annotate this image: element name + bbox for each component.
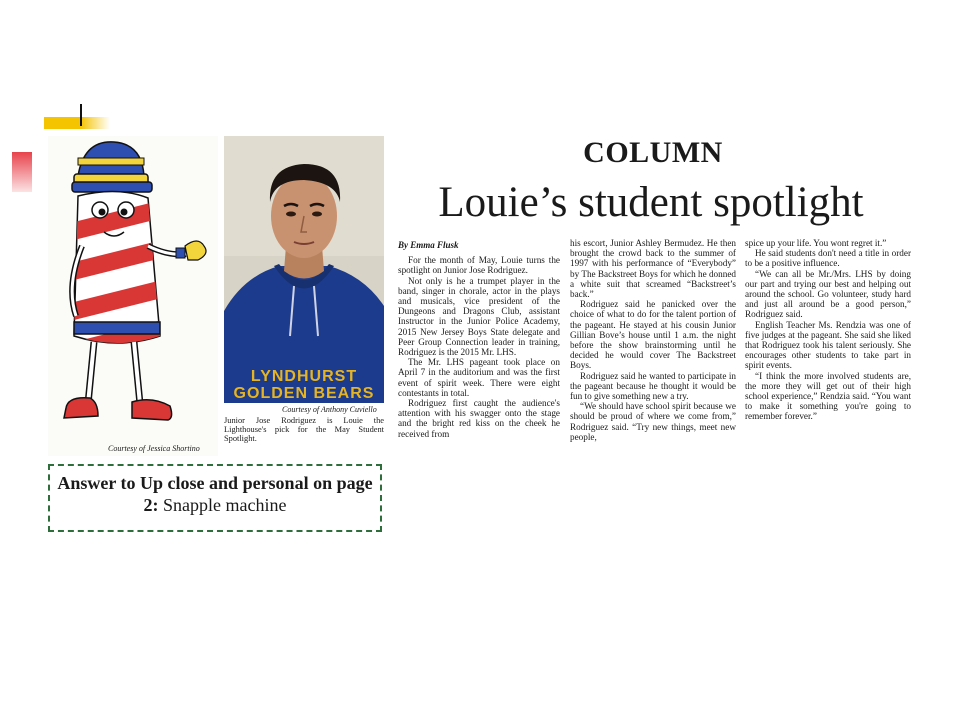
student-photo: [224, 136, 384, 403]
sweatshirt-lettering: LYNDHURST GOLDEN BEARS: [233, 368, 375, 402]
paragraph: “We should have school spirit because we should be proud of where we come from,” Rodriguez said. “Try new things, meet new people,: [570, 401, 736, 442]
answer-text: [50, 472, 380, 516]
paragraph: “We can all be Mr./Mrs. LHS by doing our part and trying our best and helping out around the school. Go volunteer, study hard and just all around be a good person,” Rodriguez said.: [745, 268, 911, 320]
lighthouse-cartoon: [48, 136, 218, 456]
paragraph: English Teacher Ms. Rendzia was one of five judges at the pageant. She said she liked that Rodriguez took his talent seriously. She encourages other students to take part in spirit events.: [745, 319, 911, 371]
slide-accent-line: [80, 104, 82, 126]
answer-box: [48, 464, 382, 532]
article-headline: Louie’s student spotlight: [438, 179, 864, 226]
section-kicker: COLUMN: [583, 136, 723, 169]
paragraph: Rodriguez first caught the audience's attention with his swagger onto the stage and the bright red kiss on the cheek he received from: [398, 398, 560, 439]
cartoon-credit: Courtesy of Jessica Shortino: [108, 444, 200, 453]
slide-accent-block: [12, 152, 32, 192]
photo-caption: Junior Jose Rodriguez is Louie the Lighthouse's pick for the May Student Spotlight.: [224, 416, 384, 444]
article-column-1: [398, 240, 560, 439]
paragraph: The Mr. LHS pageant took place on April 7 in the auditorium and was the first event of spirit week. There were eight contestants in total.: [398, 357, 560, 398]
answer-value: Snapple machine: [163, 495, 287, 515]
student-portrait: [224, 136, 384, 403]
paragraph: Not only is he a trumpet player in the band, singer in chorale, actor in the plays and musicals, vice president of the Dungeons and Dragons Club, assistant Instructor in the Junior Police Academy, 2015 New Jersey Boys State delegate and Peer Group Connection leader in training, Rodriguez is the 2015 Mr. LHS.: [398, 275, 560, 358]
paragraph: Rodriguez said he panicked over the choice of what to do for the talent portion of the pageant. He stayed at his cousin Junior Gillian Bove’s house until 1 a.m. the night before the show brainstorming until he decided he would cover The Backstreet Boys.: [570, 299, 736, 371]
paragraph: his escort, Junior Ashley Bermudez. He then brought the crowd back to the summer of 1997 with his performance of “Everybody” by The Backstreet Boys for which he donned a white suit that screamed “Backstreet’s back.”: [570, 238, 736, 300]
photo-credit: Courtesy of Anthony Cuviello: [282, 405, 377, 414]
paragraph: “I think the more involved students are, the more they will get out of their high school experience,” Rendzia said. “You want to make it something you're going to remember forever.”: [745, 370, 911, 422]
lighthouse-mascot-illustration: [48, 136, 218, 456]
paragraph: For the month of May, Louie turns the spotlight on Junior Jose Rodriguez.: [398, 255, 560, 276]
slide-accent-bar: [44, 117, 110, 129]
paragraph: spice up your life. You wont regret it.”: [745, 238, 887, 248]
paragraph: He said students don't need a title in order to be a positive influence.: [745, 248, 911, 269]
article-column-2: [570, 238, 736, 442]
byline: By Emma Flusk: [398, 240, 459, 250]
paragraph: Rodriguez said he wanted to participate in the pageant because he thought it would be fun to give something new a try.: [570, 370, 736, 402]
article-column-3: [745, 238, 911, 422]
answer-label: Answer to Up close and personal on page 2:: [57, 473, 373, 515]
